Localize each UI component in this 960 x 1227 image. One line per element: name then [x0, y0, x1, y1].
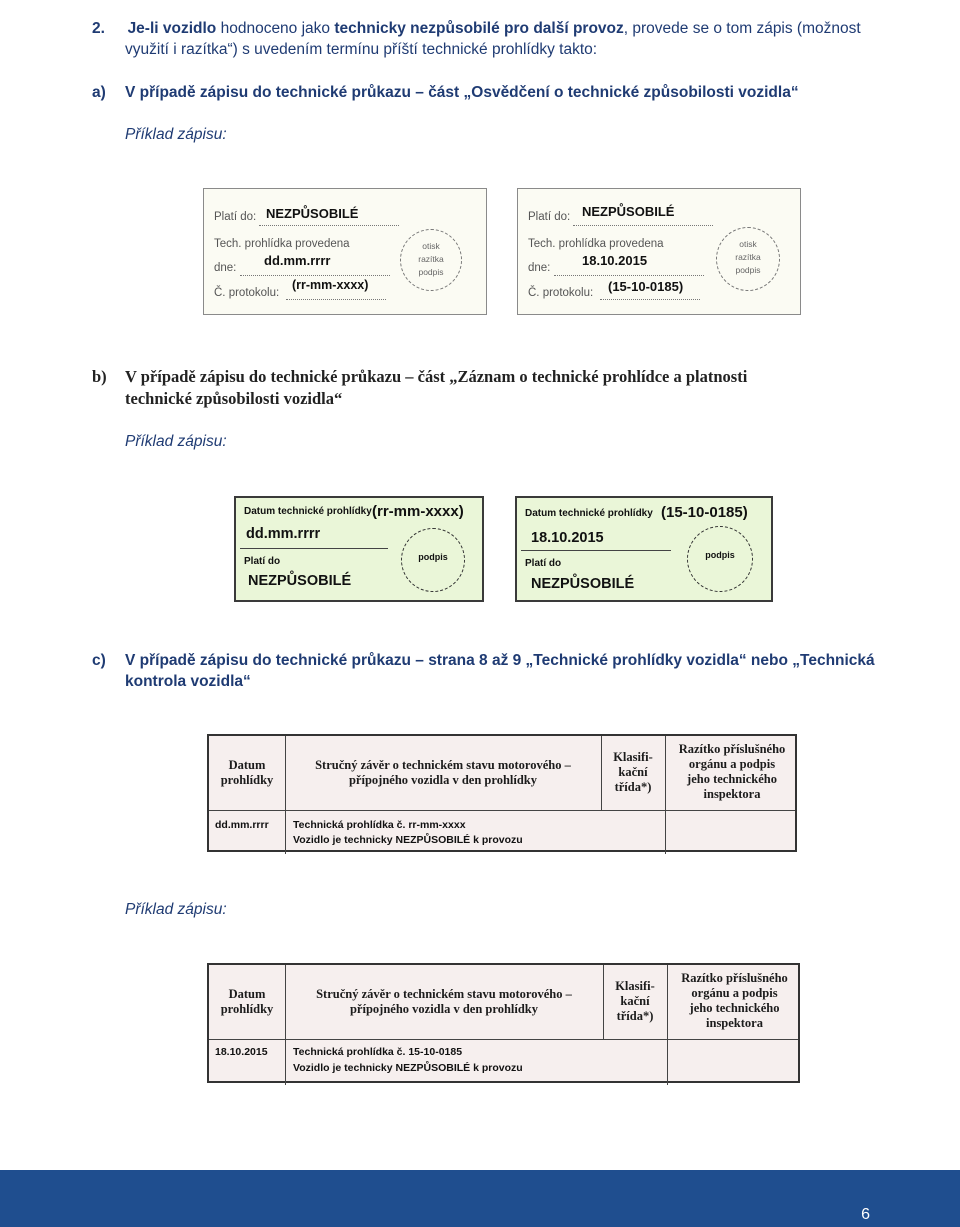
- header-text: Klasifi-: [615, 979, 655, 993]
- header-text: prohlídky: [220, 1002, 274, 1016]
- section-b-marker: b): [92, 367, 107, 386]
- header-text: přípojného vozidla v den prohlídky: [349, 1002, 538, 1016]
- protokol-label: Č. protokolu:: [214, 287, 280, 299]
- item2-line2: využití i razítka“) s uvedením termínu příští technické prohlídky takto:: [125, 41, 598, 58]
- header-divider: [209, 1039, 798, 1040]
- valid-value: NEZPŮSOBILÉ: [582, 204, 675, 219]
- protocol-value: (15-10-0185): [661, 504, 748, 521]
- inspection-table-template: [207, 734, 797, 852]
- date-value: 18.10.2015: [531, 530, 604, 546]
- certificate-card-example: [517, 188, 801, 315]
- header-text: jeho technického: [687, 772, 777, 786]
- stamp-text: otisk: [739, 239, 757, 249]
- header-text: kační: [618, 765, 648, 779]
- row-line2: Vozidlo je technicky NEZPŮSOBILÉ k provozu: [293, 1062, 523, 1074]
- header-trida: [601, 750, 665, 795]
- header-text: jeho technického: [689, 1001, 780, 1015]
- header-text: třída*): [614, 780, 652, 794]
- dne-label: dne:: [528, 262, 551, 274]
- dotted-line: [573, 225, 713, 226]
- date-value: 18.10.2015: [582, 253, 648, 268]
- section-b-title-line2: technické způsobilosti vozidla“: [125, 389, 343, 408]
- header-text: přípojného vozidla v den prohlídky: [348, 773, 537, 787]
- item-2-paragraph: [92, 18, 892, 39]
- header-text: Razítko příslušného: [681, 971, 788, 985]
- dotted-line: [240, 275, 390, 276]
- header-razitko: [667, 971, 802, 1031]
- row-line1: Technická prohlídka č. 15-10-0185: [293, 1046, 463, 1058]
- footer-bar: [0, 1170, 960, 1227]
- tech-label: Tech. prohlídka provedena: [528, 238, 664, 250]
- item2-seg1: Je-li vozidlo: [127, 20, 217, 37]
- section-a-title: V případě zápisu do technické průkazu – část „Osvědčení o technické způsobilosti vozidla“: [125, 84, 799, 101]
- stamp-text: razítka: [735, 252, 761, 262]
- header-razitko: [665, 742, 799, 802]
- header-text: Stručný závěr o technickém stavu motorového –: [316, 987, 572, 1001]
- header-text: inspektora: [703, 787, 761, 801]
- header-zaver: [285, 758, 601, 788]
- item2-seg4: , provede se o tom zápis (možnost: [623, 20, 861, 37]
- valid-value: NEZPŮSOBILÉ: [531, 576, 635, 592]
- section-c-title-line2: kontrola vozidla“: [125, 673, 251, 690]
- plati-label: Platí do: [244, 556, 281, 567]
- stamp-text: otisk: [422, 241, 440, 251]
- header-text: Stručný závěr o technickém stavu motorového –: [315, 758, 571, 772]
- valid-value: NEZPŮSOBILÉ: [248, 573, 352, 589]
- inspection-table-example: [207, 963, 800, 1083]
- dotted-line: [259, 225, 399, 226]
- section-c-title-line1: V případě zápisu do technické průkazu – strana 8 až 9 „Technické prohlídky vozidla“ nebo „Technická: [125, 652, 875, 669]
- header-text: třída*): [616, 1009, 654, 1023]
- header-datum: [209, 758, 285, 788]
- column-divider: [285, 965, 286, 1085]
- row-date: dd.mm.rrrr: [215, 819, 269, 831]
- row-date: 18.10.2015: [215, 1046, 268, 1058]
- valid-value: NEZPŮSOBILÉ: [266, 206, 359, 221]
- section-b-title-line1: V případě zápisu do technické průkazu – část „Záznam o technické prohlídce a platnosti: [125, 367, 748, 386]
- datum-label: Datum technické prohlídky: [525, 508, 653, 519]
- stamp-text: podpis: [418, 267, 444, 277]
- signature-circle: podpis: [401, 528, 465, 592]
- header-text: Razítko příslušného: [678, 742, 786, 756]
- section-a-marker: a): [92, 84, 106, 101]
- stamp-text: podpis: [735, 265, 761, 275]
- header-text: orgánu a podpis: [688, 757, 776, 771]
- tech-label: Tech. prohlídka provedena: [214, 238, 350, 250]
- header-text: kační: [620, 994, 650, 1008]
- item-number: 2.: [92, 20, 105, 37]
- record-card-example: [515, 496, 773, 602]
- header-text: orgánu a podpis: [691, 986, 778, 1000]
- header-datum: [209, 987, 285, 1017]
- row-line1: Technická prohlídka č. rr-mm-xxxx: [293, 819, 466, 831]
- plati-do-label: Platí do:: [528, 211, 571, 223]
- column-divider: [285, 736, 286, 854]
- row-line2: Vozidlo je technicky NEZPŮSOBILÉ k provozu: [293, 834, 523, 846]
- plati-label: Platí do: [525, 558, 562, 569]
- section-b-example-label: Příklad zápisu:: [125, 433, 227, 450]
- header-text: Datum: [228, 987, 266, 1001]
- header-trida: [603, 979, 667, 1024]
- stamp-circle: [400, 229, 462, 291]
- datum-label: Datum technické prohlídky: [244, 506, 372, 517]
- dotted-line: [286, 299, 386, 300]
- dne-label: dne:: [214, 262, 237, 274]
- divider: [521, 550, 671, 551]
- protocol-value: (rr-mm-xxxx): [372, 503, 464, 520]
- header-text: prohlídky: [220, 773, 274, 787]
- header-text: Datum: [228, 758, 266, 772]
- record-card-template: [234, 496, 484, 602]
- signature-circle: podpis: [687, 526, 753, 592]
- header-text: Klasifi-: [613, 750, 653, 764]
- header-zaver: [285, 987, 603, 1017]
- protocol-value: (15-10-0185): [608, 279, 684, 294]
- header-text: inspektora: [706, 1016, 763, 1030]
- item2-seg2: hodnoceno jako: [216, 20, 335, 37]
- plati-do-label: Platí do:: [214, 211, 257, 223]
- date-value: dd.mm.rrrr: [264, 253, 331, 268]
- protokol-label: Č. protokolu:: [528, 287, 594, 299]
- section-a-example-label: Příklad zápisu:: [125, 126, 227, 143]
- certificate-card-template: [203, 188, 487, 315]
- section-c-marker: c): [92, 652, 106, 669]
- dotted-line: [554, 275, 704, 276]
- stamp-text: razítka: [418, 254, 444, 264]
- header-divider: [209, 810, 795, 811]
- page-number: 6: [861, 1206, 870, 1223]
- item2-seg3: technicky nezpůsobilé pro další provoz: [334, 20, 624, 37]
- divider: [240, 548, 388, 549]
- stamp-circle: [716, 227, 780, 291]
- date-value: dd.mm.rrrr: [246, 526, 321, 542]
- protocol-value: (rr-mm-xxxx): [292, 278, 369, 292]
- dotted-line: [600, 299, 700, 300]
- section-c-example-label: Příklad zápisu:: [125, 901, 227, 918]
